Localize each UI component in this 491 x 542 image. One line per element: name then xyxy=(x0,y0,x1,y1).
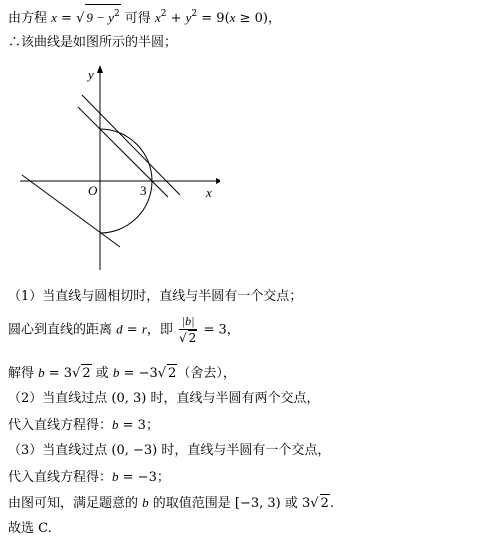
var-x: x xyxy=(51,10,57,25)
text: 代入直线方程得： xyxy=(8,470,113,485)
var-b: b xyxy=(112,469,119,484)
origin-label: O xyxy=(88,183,98,198)
text: = 9( xyxy=(197,11,230,26)
text: （舍去）， xyxy=(177,366,236,381)
semicircle-figure xyxy=(20,65,220,275)
line-conclusion: ∴该曲线是如图所示的半圆； xyxy=(8,35,178,50)
text: 或 xyxy=(91,366,113,381)
text: 的取值范围是 [−3, 3) 或 3 xyxy=(148,496,311,511)
var-b: b xyxy=(112,365,120,380)
text: + xyxy=(166,11,186,26)
text: 由图可知，满足题意的 xyxy=(8,496,143,511)
text: ，即 xyxy=(146,322,178,338)
text: 解得 xyxy=(8,366,39,381)
sqrt-content: 2 xyxy=(82,366,91,381)
text: = 3； xyxy=(118,418,159,433)
var-b: b xyxy=(142,495,149,510)
x-axis-label: x xyxy=(206,185,212,200)
line-case3: （3）当直线过点 (0, −3) 时，直线与半圆有一个交点， xyxy=(8,443,331,458)
line-case2: （2）当直线过点 (0, 3) 时，直线与半圆有两个交点， xyxy=(8,391,320,406)
var-d: d xyxy=(116,321,123,337)
exponent: 2 xyxy=(160,9,167,19)
exponent: 2 xyxy=(113,9,120,19)
y-axis-arrow xyxy=(97,65,103,73)
var-x: x xyxy=(229,10,236,25)
tick-label-3: 3 xyxy=(140,183,147,198)
text: = xyxy=(56,11,77,26)
var-b: b xyxy=(38,365,45,380)
denominator: √ 2 xyxy=(179,331,197,345)
sqrt-sign: √ xyxy=(72,366,81,381)
var-r: r xyxy=(141,321,147,337)
sqrt-sign: √ xyxy=(157,366,167,381)
text: = −3 xyxy=(119,366,158,381)
sqrt-content: 2 xyxy=(168,366,177,381)
text: = −3； xyxy=(118,470,170,485)
line-substitute-1 xyxy=(8,416,159,435)
text: 由方程 xyxy=(8,11,52,26)
sqrt-content: 2 xyxy=(188,331,197,345)
var-b: b xyxy=(112,417,119,432)
text: 代入直线方程得： xyxy=(8,418,113,433)
y-axis-label: y xyxy=(88,67,94,82)
text: 圆心到直线的距离 xyxy=(8,322,117,338)
text: = 3， xyxy=(199,322,240,338)
text: = 3 xyxy=(44,366,73,381)
numerator: |b| xyxy=(179,314,197,330)
x-axis-arrow xyxy=(216,178,220,184)
sqrt-content: 2 xyxy=(320,496,329,511)
text: = xyxy=(122,322,142,338)
line-substitute-2 xyxy=(8,468,170,487)
exponent: 2 xyxy=(191,9,198,19)
line-range xyxy=(8,494,334,513)
sqrt-sign: √ xyxy=(310,496,319,511)
line-distance xyxy=(8,314,240,346)
sqrt-content: 9 − y xyxy=(86,10,114,25)
text: ≥ 0)， xyxy=(235,11,281,26)
line-case1: （1）当直线与圆相切时，直线与半圆有一个交点； xyxy=(8,289,303,304)
line-answer: 故选 C. xyxy=(8,521,52,536)
line-through-0-neg3 xyxy=(22,175,120,247)
sqrt-body xyxy=(85,4,120,28)
var-x: x xyxy=(154,10,161,25)
fraction xyxy=(179,314,197,346)
var-y: y xyxy=(185,10,192,25)
sqrt-sign: √ xyxy=(76,11,85,26)
text: . xyxy=(329,496,335,511)
tangent-line xyxy=(82,95,180,195)
text: 可得 xyxy=(120,11,155,26)
line-equation xyxy=(8,4,281,28)
line-solve xyxy=(8,364,236,383)
